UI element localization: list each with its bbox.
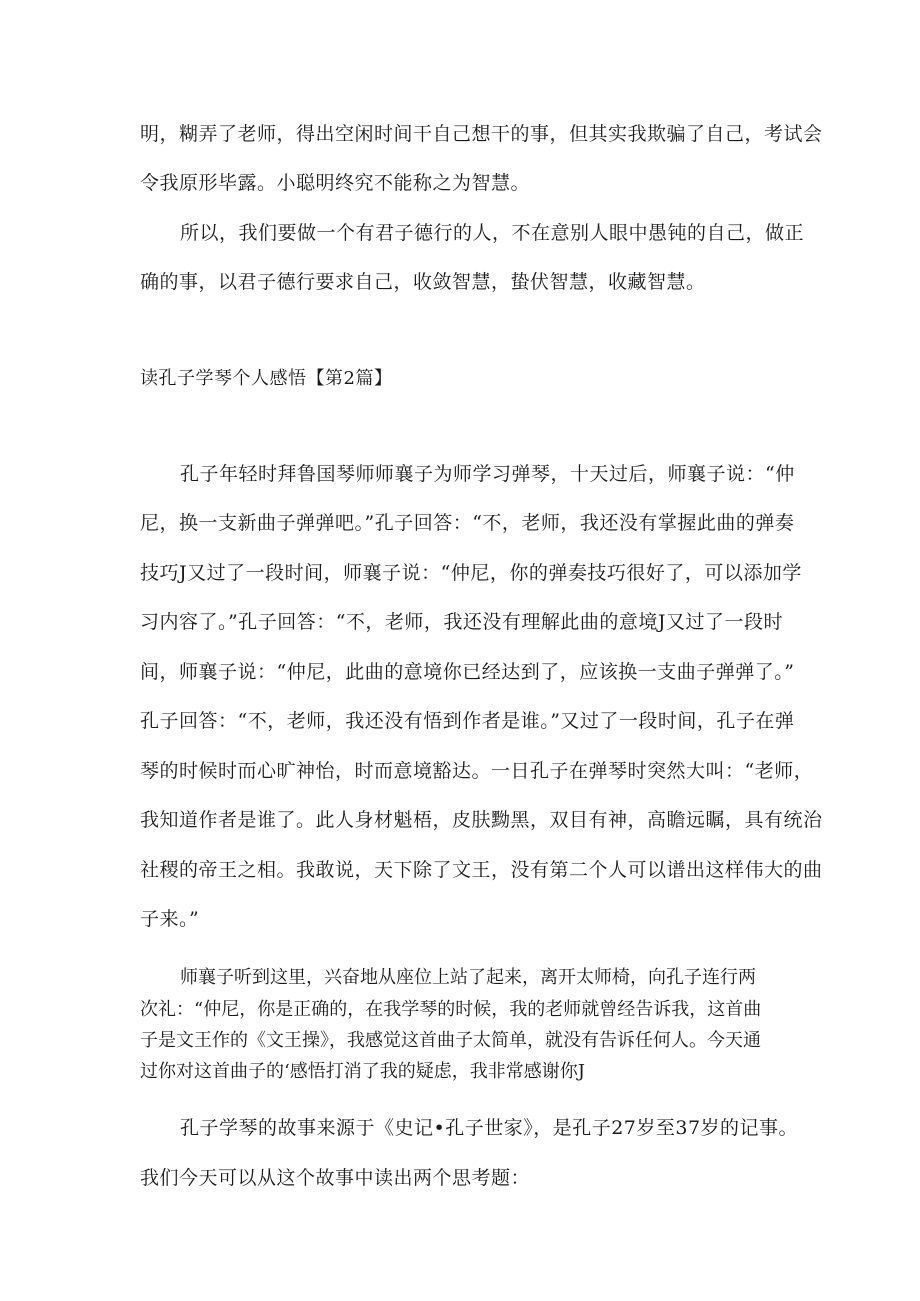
paragraph-line: 社稷的帝王之相。我敢说，天下除了文王，没有第二个人可以谱出这样伟大的曲 (140, 859, 823, 881)
paragraph-line: 孔子学琴的故事来源于《史记•孔子世家》，是孔子27岁至37岁的记事。 (180, 1117, 799, 1139)
paragraph-line: 所以，我们要做一个有君子德行的人，不在意别人眼中愚钝的自己，做正 (180, 222, 805, 244)
paragraph-line: 师襄子听到这里，兴奋地从座位上站了起来，离开太师椅，向孔子连行两 (180, 967, 756, 988)
paragraph-line: 过你对这首曲子的‘感悟打消了我的疑虑，我非常感谢你J (140, 1061, 585, 1082)
paragraph-line: 技巧J又过了一段时间，师襄子说：“仲尼，你的弹奏技巧很好了，可以添加学 (140, 562, 802, 584)
paragraph-line: 明，糊弄了老师，得出空闲时间干自己想干的事，但其实我欺骗了自己，考试会 (140, 123, 823, 145)
paragraph-line: 孔子回答：“不，老师，我还没有悟到作者是谁。”又过了一段时间，孔子在弹 (140, 710, 795, 732)
paragraph-line: 尼，换一支新曲子弹弹吧。”孔子回答：“不，老师，我还没有掌握此曲的弹奏 (140, 512, 795, 534)
paragraph-line: 习内容了。”孔子回答：“不，老师，我还没有理解此曲的意境J又过了一段时 (140, 611, 784, 633)
paragraph-line: 孔子年轻时拜鲁国琴师师襄子为师学习弹琴，十天过后，师襄子说：“仲 (180, 463, 795, 485)
paragraph-line: 子来。” (140, 908, 200, 930)
paragraph-line: 次礼：“仲尼，你是正确的，在我学琴的时候，我的老师就曾经告诉我，这首曲 (140, 999, 762, 1020)
paragraph-line: 确的事，以君子德行要求自己，收敛智慧，蛰伏智慧，收藏智慧。 (140, 271, 706, 293)
paragraph-line: 琴的时候时而心旷神怡，时而意境豁达。一日孔子在弹琴时突然大叫：“老师， (140, 760, 814, 782)
paragraph-line: 子是文王作的《文王操》，我感觉这首曲子太简单，就没有告诉任何人。今天通 (140, 1030, 761, 1051)
paragraph-line: 令我原形毕露。小聪明终究不能称之为智慧。 (140, 172, 531, 194)
paragraph-line: 我知道作者是谁了。此人身材魁梧，皮肤黝黑，双目有神，高瞻远瞩，具有统治 (140, 809, 823, 831)
paragraph-line: 间，师襄子说：“仲尼，此曲的意境你已经达到了，应该换一支曲子弹弹了。” (140, 661, 795, 683)
section-heading: 读孔子学琴个人感悟【第2篇】 (140, 368, 393, 389)
paragraph-line: 我们今天可以从这个故事中读出两个思考题： (140, 1167, 531, 1189)
